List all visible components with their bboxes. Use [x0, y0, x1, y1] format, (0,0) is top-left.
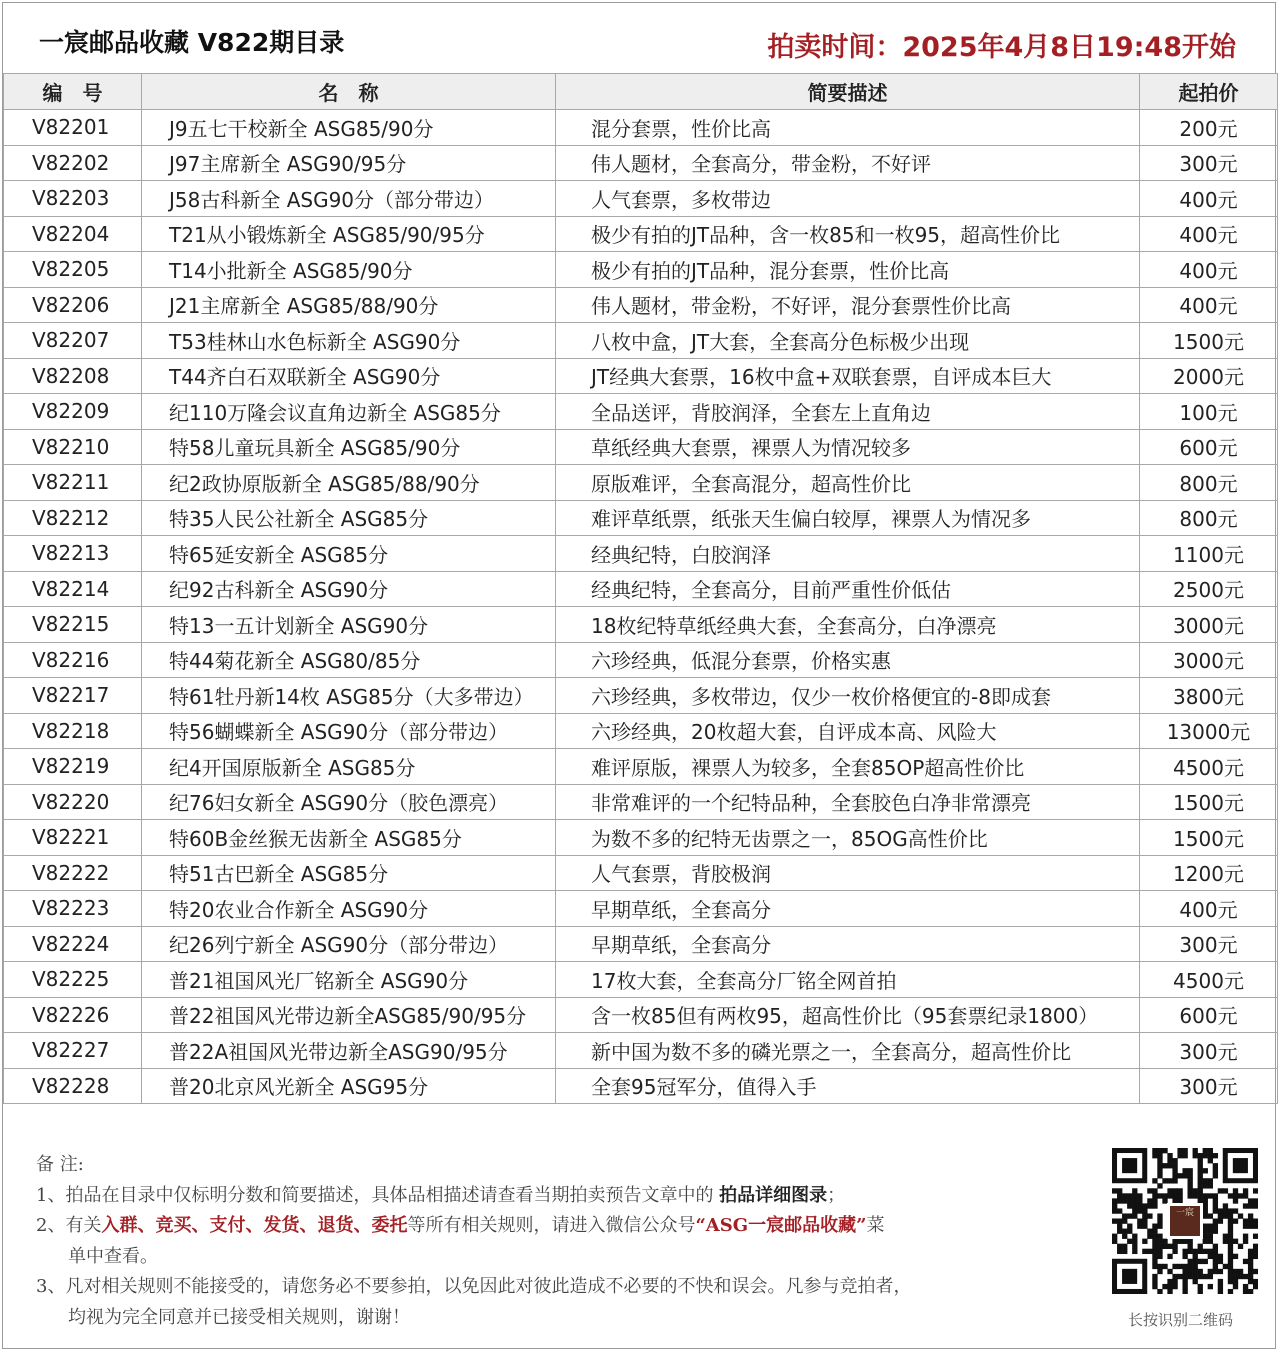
lot-number: V82218: [4, 713, 142, 749]
lot-description: 为数不多的纪特无齿票之一，85OG高性价比: [556, 820, 1140, 856]
qr-code[interactable]: [1112, 1148, 1258, 1294]
lot-number: V82209: [4, 394, 142, 430]
lot-number: V82228: [4, 1068, 142, 1104]
note-2-text: 2、有关: [36, 1215, 102, 1236]
qr-caption: 长按识别二维码: [1128, 1311, 1234, 1329]
notes-section: [36, 1150, 1076, 1333]
table-row: [4, 358, 1278, 394]
lot-description: 全品送评，背胶润泽，全套左上直角边: [556, 394, 1140, 430]
table-row: [4, 145, 1278, 181]
table-row: [4, 962, 1278, 998]
note-1: [36, 1181, 1076, 1212]
lot-start-price: 800元: [1140, 465, 1278, 501]
lot-name: 特56蝴蝶新全 ASG90分（部分带边）: [142, 713, 556, 749]
lot-description: 六珍经典，低混分套票，价格实惠: [556, 642, 1140, 678]
lot-description: 17枚大套，全套高分厂铭全网首拍: [556, 962, 1140, 998]
note-2: [36, 1211, 1076, 1242]
lot-name: J21主席新全 ASG85/88/90分: [142, 287, 556, 323]
table-row: [4, 1068, 1278, 1104]
lot-description: 非常难评的一个纪特品种，全套胶色白净非常漂亮: [556, 784, 1140, 820]
notes-title: 备 注:: [36, 1154, 84, 1175]
lot-start-price: 600元: [1140, 429, 1278, 465]
lot-name: 纪2政协原版新全 ASG85/88/90分: [142, 465, 556, 501]
lot-name: 普20北京风光新全 ASG95分: [142, 1068, 556, 1104]
lot-description: 经典纪特，全套高分，目前严重性价低估: [556, 571, 1140, 607]
note-2-rule-keywords: 入群、竞买、支付、发货、退货、委托: [101, 1215, 408, 1236]
lot-name: 特13一五计划新全 ASG90分: [142, 607, 556, 643]
lot-name: 特58儿童玩具新全 ASG85/90分: [142, 429, 556, 465]
lot-name: 纪76妇女新全 ASG90分（胶色漂亮）: [142, 784, 556, 820]
lot-description: 人气套票，背胶极润: [556, 855, 1140, 891]
table-row: [4, 891, 1278, 927]
lot-start-price: 400元: [1140, 216, 1278, 252]
lot-number: V82212: [4, 500, 142, 536]
lot-start-price: 1500元: [1140, 784, 1278, 820]
lot-number: V82222: [4, 855, 142, 891]
lot-number: V82211: [4, 465, 142, 501]
lot-start-price: 800元: [1140, 500, 1278, 536]
lot-number: V82207: [4, 323, 142, 359]
lot-start-price: 4500元: [1140, 962, 1278, 998]
table-row: [4, 110, 1278, 146]
lot-name: 纪4开国原版新全 ASG85分: [142, 749, 556, 785]
table-row: [4, 855, 1278, 891]
lot-start-price: 1500元: [1140, 323, 1278, 359]
lot-name: T53桂林山水色标新全 ASG90分: [142, 323, 556, 359]
lot-start-price: 1500元: [1140, 820, 1278, 856]
lot-description: 六珍经典，20枚超大套，自评成本高、风险大: [556, 713, 1140, 749]
lot-number: V82217: [4, 678, 142, 714]
catalog-table: [3, 73, 1278, 1104]
note-2-mid: 等所有相关规则，请进入微信公众号: [407, 1215, 696, 1236]
lot-start-price: 600元: [1140, 997, 1278, 1033]
lot-number: V82223: [4, 891, 142, 927]
table-row: [4, 500, 1278, 536]
lot-name: T14小批新全 ASG85/90分: [142, 252, 556, 288]
lot-start-price: 300元: [1140, 145, 1278, 181]
lot-description: 八枚中盒，JT大套，全套高分色标极少出现: [556, 323, 1140, 359]
lot-number: V82206: [4, 287, 142, 323]
note-1-end: ；: [827, 1184, 846, 1206]
lot-name: 纪26列宁新全 ASG90分（部分带边）: [142, 926, 556, 962]
lot-number: V82224: [4, 926, 142, 962]
table-row: [4, 536, 1278, 572]
lot-description: 早期草纸，全套高分: [556, 891, 1140, 927]
lot-start-price: 1200元: [1140, 855, 1278, 891]
table-row: [4, 749, 1278, 785]
note-1-text: 1、拍品在目录中仅标明分数和简要描述，具体品相描述请查看当期拍卖预告文章中的: [36, 1184, 720, 1206]
lot-start-price: 200元: [1140, 110, 1278, 146]
lot-start-price: 3000元: [1140, 642, 1278, 678]
lot-name: 普22A祖国风光带边新全ASG90/95分: [142, 1033, 556, 1069]
table-row: [4, 997, 1278, 1033]
lot-start-price: 400元: [1140, 891, 1278, 927]
lot-description: 草纸经典大套票，裸票人为情况较多: [556, 429, 1140, 465]
lot-number: V82227: [4, 1033, 142, 1069]
lot-description: 伟人题材，带金粉，不好评，混分套票性价比高: [556, 287, 1140, 323]
note-3: 3、凡对相关规则不能接受的，请您务必不要参拍，以免因此对彼此造成不必要的不快和误会。凡参与竞拍者，: [36, 1276, 912, 1297]
lot-description: 六珍经典，多枚带边，仅少一枚价格便宜的-8即成套: [556, 678, 1140, 714]
table-header-row: [4, 74, 1278, 110]
column-header-number: 编 号: [4, 74, 142, 110]
lot-name: 普21祖国风光厂铭新全 ASG90分: [142, 962, 556, 998]
lot-name: 特60B金丝猴无齿新全 ASG85分: [142, 820, 556, 856]
lot-name: J97主席新全 ASG90/95分: [142, 145, 556, 181]
lot-description: 极少有拍的JT品种，含一枚85和一枚95，超高性价比: [556, 216, 1140, 252]
table-row: [4, 1033, 1278, 1069]
lot-start-price: 2500元: [1140, 571, 1278, 607]
lot-number: V82203: [4, 181, 142, 217]
lot-description: 全套95冠军分，值得入手: [556, 1068, 1140, 1104]
lot-start-price: 300元: [1140, 926, 1278, 962]
note-1-highlight: 拍品详细图录: [719, 1184, 828, 1206]
lot-number: V82208: [4, 358, 142, 394]
table-row: [4, 571, 1278, 607]
column-header-name: 名 称: [142, 74, 556, 110]
lot-name: T21从小锻炼新全 ASG85/90/95分: [142, 216, 556, 252]
lot-number: V82220: [4, 784, 142, 820]
lot-description: 早期草纸，全套高分: [556, 926, 1140, 962]
lot-number: V82202: [4, 145, 142, 181]
lot-number: V82221: [4, 820, 142, 856]
table-row: [4, 394, 1278, 430]
table-row: [4, 216, 1278, 252]
lot-start-price: 4500元: [1140, 749, 1278, 785]
table-row: [4, 323, 1278, 359]
lot-number: V82214: [4, 571, 142, 607]
lot-start-price: 100元: [1140, 394, 1278, 430]
lot-description: 人气套票，多枚带边: [556, 181, 1140, 217]
lot-number: V82213: [4, 536, 142, 572]
table-row: [4, 465, 1278, 501]
qr-logo-badge: 一宸: [1167, 1203, 1203, 1239]
lot-name: 特44菊花新全 ASG80/85分: [142, 642, 556, 678]
lot-start-price: 300元: [1140, 1033, 1278, 1069]
lot-start-price: 400元: [1140, 287, 1278, 323]
lot-name: J58古科新全 ASG90分（部分带边）: [142, 181, 556, 217]
auction-time: 拍卖时间：2025年4月8日19:48开始: [767, 32, 1236, 63]
lot-description: 难评原版，裸票人为较多，全套85OP超高性价比: [556, 749, 1140, 785]
table-row: [4, 252, 1278, 288]
lot-number: V82215: [4, 607, 142, 643]
lot-description: 混分套票，性价比高: [556, 110, 1140, 146]
lot-name: T44齐白石双联新全 ASG90分: [142, 358, 556, 394]
note-2-end: 菜: [866, 1215, 885, 1236]
lot-number: V82205: [4, 252, 142, 288]
lot-start-price: 400元: [1140, 252, 1278, 288]
table-row: [4, 678, 1278, 714]
lot-description: 经典纪特，白胶润泽: [556, 536, 1140, 572]
table-row: [4, 429, 1278, 465]
table-row: [4, 607, 1278, 643]
lot-description: 极少有拍的JT品种，混分套票，性价比高: [556, 252, 1140, 288]
table-row: [4, 820, 1278, 856]
lot-name: 特61牡丹新14枚 ASG85分（大多带边）: [142, 678, 556, 714]
lot-description: 原版难评，全套高混分，超高性价比: [556, 465, 1140, 501]
table-row: [4, 642, 1278, 678]
lot-description: 伟人题材，全套高分，带金粉，不好评: [556, 145, 1140, 181]
lot-name: 特51古巴新全 ASG85分: [142, 855, 556, 891]
lot-description: JT经典大套票，16枚中盒+双联套票，自评成本巨大: [556, 358, 1140, 394]
lot-name: 纪110万隆会议直角边新全 ASG85分: [142, 394, 556, 430]
column-header-description: 简要描述: [556, 74, 1140, 110]
lot-start-price: 2000元: [1140, 358, 1278, 394]
lot-name: 特20农业合作新全 ASG90分: [142, 891, 556, 927]
lot-start-price: 3800元: [1140, 678, 1278, 714]
table-row: [4, 784, 1278, 820]
lot-name: 纪92古科新全 ASG90分: [142, 571, 556, 607]
table-row: [4, 926, 1278, 962]
lot-name: J9五七干校新全 ASG85/90分: [142, 110, 556, 146]
table-row: [4, 287, 1278, 323]
lot-number: V82210: [4, 429, 142, 465]
lot-number: V82201: [4, 110, 142, 146]
lot-start-price: 3000元: [1140, 607, 1278, 643]
table-row: [4, 713, 1278, 749]
column-header-start-price: 起拍价: [1140, 74, 1278, 110]
lot-description: 18枚纪特草纸经典大套，全套高分，白净漂亮: [556, 607, 1140, 643]
lot-name: 特35人民公社新全 ASG85分: [142, 500, 556, 536]
lot-number: V82204: [4, 216, 142, 252]
catalog-header: [3, 3, 1276, 73]
lot-start-price: 400元: [1140, 181, 1278, 217]
lot-description: 含一枚85但有两枚95，超高性价比（95套票纪录1800）: [556, 997, 1140, 1033]
lot-number: V82225: [4, 962, 142, 998]
lot-number: V82226: [4, 997, 142, 1033]
table-row: [4, 181, 1278, 217]
lot-name: 特65延安新全 ASG85分: [142, 536, 556, 572]
note-3-continued: 均视为完全同意并已接受相关规则，谢谢！: [68, 1306, 410, 1328]
lot-start-price: 300元: [1140, 1068, 1278, 1104]
note-2-account-name: “ASG一宸邮品收藏”: [695, 1215, 867, 1236]
lot-start-price: 1100元: [1140, 536, 1278, 572]
lot-description: 新中国为数不多的磷光票之一，全套高分，超高性价比: [556, 1033, 1140, 1069]
note-2-continued: 单中查看。: [68, 1245, 158, 1267]
lot-number: V82216: [4, 642, 142, 678]
lot-number: V82219: [4, 749, 142, 785]
lot-name: 普22祖国风光带边新全ASG85/90/95分: [142, 997, 556, 1033]
catalog-title: 一宸邮品收藏 V822期目录: [39, 28, 345, 57]
lot-description: 难评草纸票，纸张天生偏白较厚，裸票人为情况多: [556, 500, 1140, 536]
lot-start-price: 13000元: [1140, 713, 1278, 749]
